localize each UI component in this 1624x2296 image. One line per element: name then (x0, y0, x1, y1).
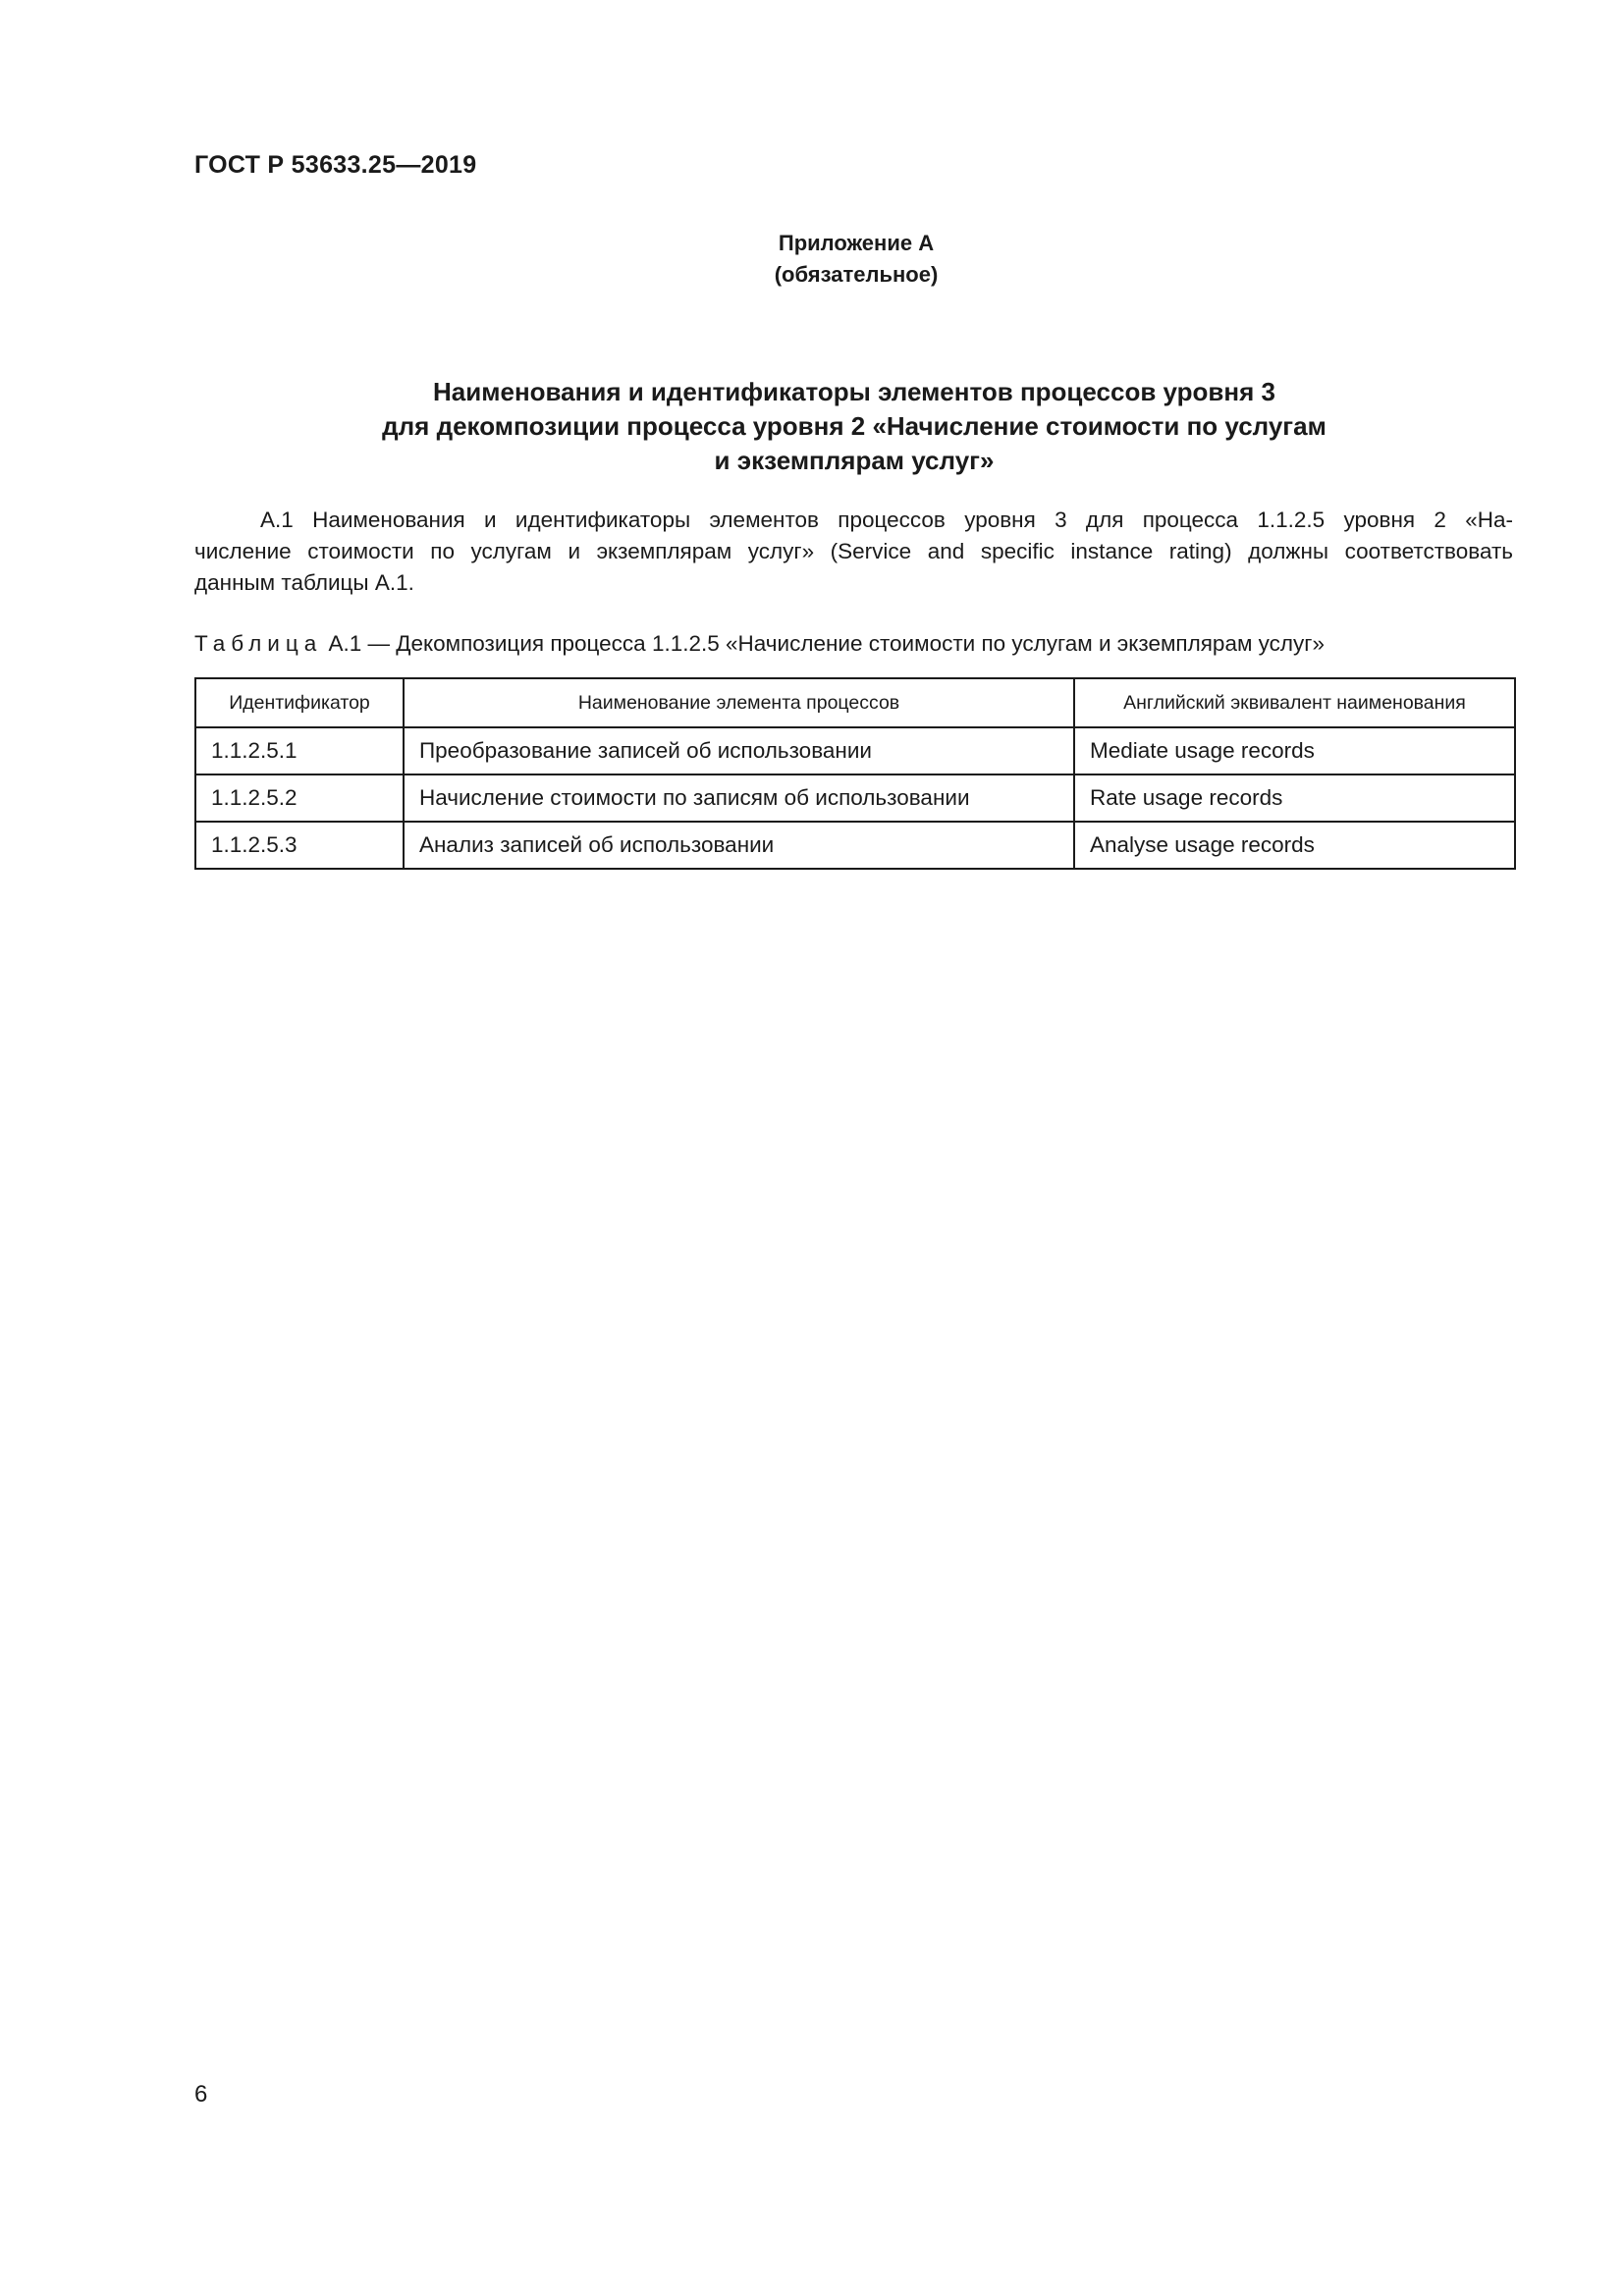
column-header-english: Английский эквивалент наименования (1074, 678, 1515, 727)
column-header-id: Идентификатор (195, 678, 404, 727)
cell-name: Начисление стоимости по записям об использовании (404, 774, 1074, 822)
column-header-name: Наименование элемента процессов (404, 678, 1074, 727)
cell-id: 1.1.2.5.3 (195, 822, 404, 869)
document-code: ГОСТ Р 53633.25—2019 (194, 151, 477, 179)
appendix-heading (0, 228, 1624, 291)
cell-english: Mediate usage records (1074, 727, 1515, 774)
paragraph-line: А.1 Наименования и идентификаторы элементов процессов уровня 3 для процесса 1.1.2.5 уровня 2 «На- (260, 507, 1513, 532)
process-table (194, 677, 1516, 870)
cell-name: Анализ записей об использовании (404, 822, 1074, 869)
cell-id: 1.1.2.5.2 (195, 774, 404, 822)
cell-id: 1.1.2.5.1 (195, 727, 404, 774)
appendix-title: Приложение А (778, 231, 935, 255)
cell-name: Преобразование записей об использовании (404, 727, 1074, 774)
cell-english: Rate usage records (1074, 774, 1515, 822)
table-header-row (195, 678, 1515, 727)
table-caption-text: А.1 — Декомпозиция процесса 1.1.2.5 «Начисление стоимости по услугам и экземплярам услуг» (328, 631, 1326, 656)
cell-english: Analyse usage records (1074, 822, 1515, 869)
appendix-status: (обязательное) (774, 262, 939, 287)
section-title-line: и экземплярам услуг» (714, 446, 995, 475)
table-caption (194, 631, 1325, 657)
table-row (195, 727, 1515, 774)
table-row (195, 774, 1515, 822)
section-title-line: для декомпозиции процесса уровня 2 «Начисление стоимости по услугам (382, 411, 1326, 441)
table-row (195, 822, 1515, 869)
body-paragraph (194, 505, 1513, 599)
section-title-line: Наименования и идентификаторы элементов процессов уровня 3 (433, 377, 1275, 406)
paragraph-line: данным таблицы А.1. (194, 570, 414, 595)
paragraph-line: числение стоимости по услугам и экземплярам услуг» (Service and specific instance rating) должны соответствовать (194, 539, 1513, 563)
page-number: 6 (194, 2081, 208, 2108)
table-caption-label: Таблица (194, 631, 323, 656)
section-title (295, 375, 1414, 478)
